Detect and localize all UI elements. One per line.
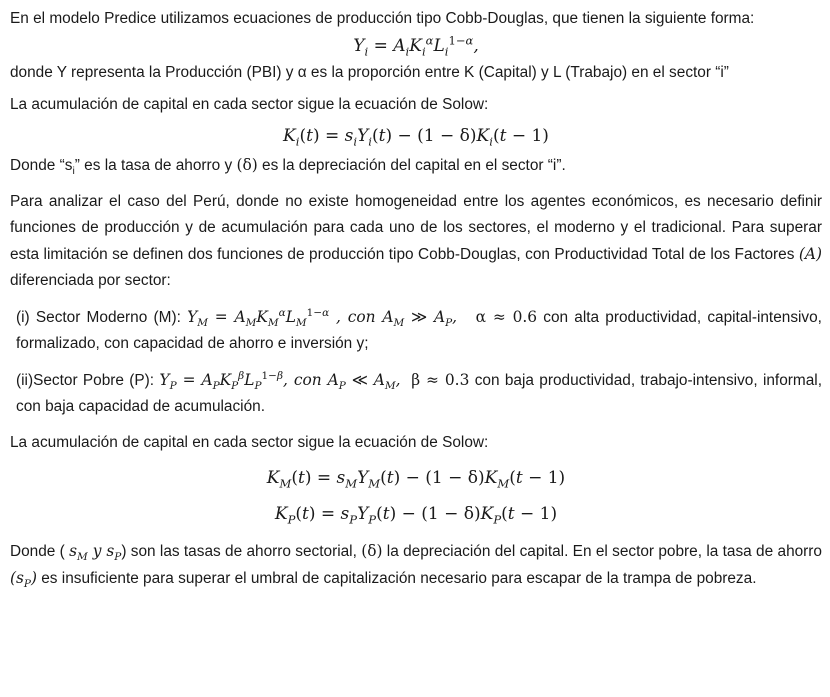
peru-analysis-paragraph: Para analizar el caso del Perú, donde no existe homogeneidad entre los agentes económicos, es necesario definir funciones de producción y de acumulación para cada uno de los sectores, el moderno y el tradicional. Para superar esta limitación se definen dos funciones de producción tipo Cobb-Douglas, con Productividad Total de los Factores (A) diferenciada por sector: — [10, 193, 822, 289]
savings-rate-paragraph: Donde “$s_i$” es la tasa de ahorro y (δ) es la depreciación del capital en el sector “i”. — [10, 156, 566, 178]
cobb-douglas-equation: $Y_i = A_iK_i^\alpha L_i^{1-\alpha}$, — [353, 33, 479, 59]
solow-poor-equation: $K_P(t) = s_PY_P(t) - (1 - \delta)K_P(t - 1)$ — [274, 504, 558, 527]
sectoral-savings-paragraph: Donde ( $s_M$ y $s_P$) son las tasas de ahorro sectorial, (δ) la depreciación del capital. En el sector pobre, la tasa de ahorro $(s_P)$ es insuficiente para superar el umbral de capitalización necesario para escapar de la trampa de pobreza. — [10, 542, 822, 591]
solow-equation: $K_i(t) = s_iY_i(t) - (1 - \delta)K_i(t - 1)$ — [283, 126, 549, 149]
solow-modern-equation: $K_M(t) = s_MY_M(t) - (1 - \delta)K_M(t - 1)$ — [266, 468, 566, 491]
intro-paragraph: En el modelo Predice utilizamos ecuaciones de producción tipo Cobb-Douglas, que tienen la siguiente forma: — [10, 10, 755, 27]
variable-definition-paragraph: donde Y representa la Producción (PBI) y α es la proporción entre K (Capital) y L (Trabajo) en el sector “i” — [10, 64, 729, 81]
poor-sector-item: (ii)Sector Pobre (P): $Y_P = A_PK_P^\beta L_P^{1-\beta}$, con $A_P$ ≪ $A_M$, β ≈ 0.3 con baja productividad, trabajo-intensivo, informal, con baja capacidad de acumulación. — [16, 369, 822, 415]
solow-intro-paragraph: La acumulación de capital en cada sector sigue la ecuación de Solow: — [10, 96, 489, 113]
solow-sector-intro-paragraph: La acumulación de capital en cada sector sigue la ecuación de Solow: — [10, 434, 489, 451]
modern-sector-item: (i) Sector Moderno (M): $Y_M = A_MK_M^\alpha L_M^{1-\alpha}$ , con $A_M$ ≫ $A_P$, α ≈ 0.6 con alta productividad, capital-intensivo, formalizado, con capacidad de ahorro e inversión y; — [16, 306, 822, 352]
